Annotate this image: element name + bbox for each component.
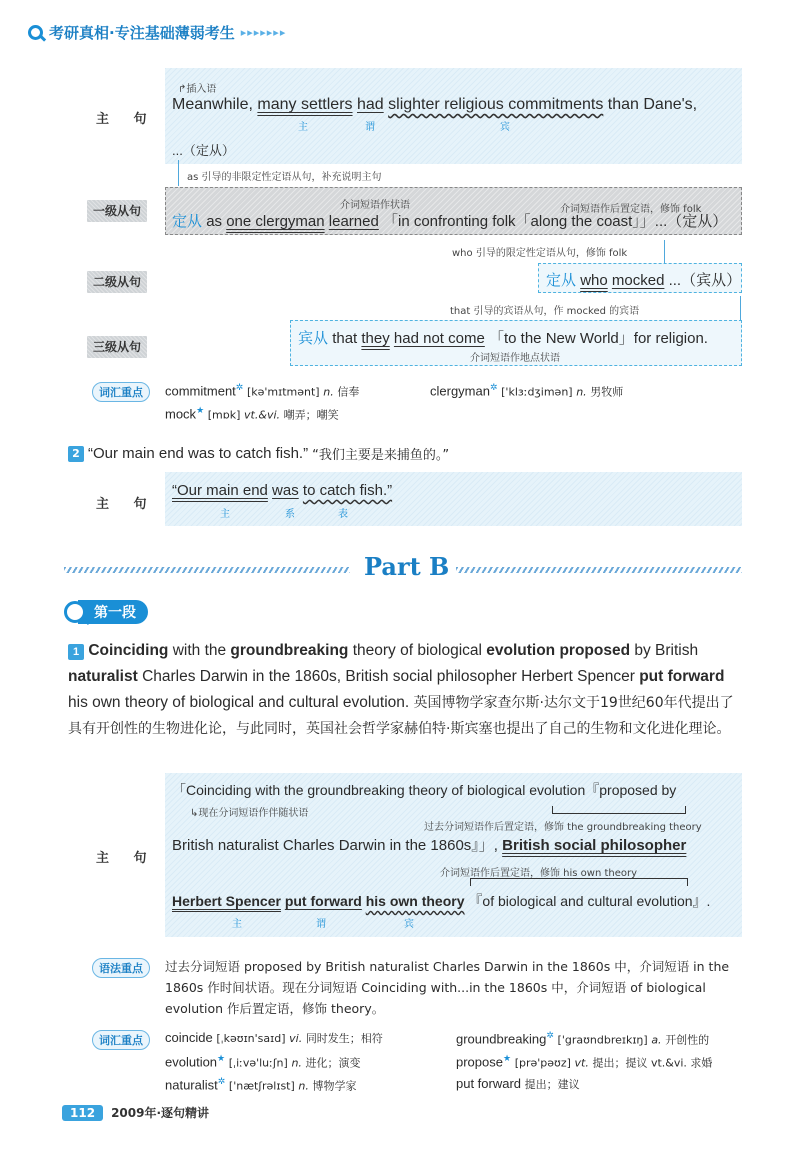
vocab-item-put-forward: put forward 提出；建议: [456, 1076, 580, 1091]
block3-line2-phrase: British naturalist Charles Darwin in the 1860s』」,: [172, 837, 498, 854]
level3-note: 介词短语作地点状语: [470, 353, 560, 364]
level2-label-box: 二级从句: [87, 271, 147, 290]
star-icon: ★: [217, 1053, 226, 1063]
curve-arrow-icon: ↳: [190, 808, 199, 819]
brand-title: 考研真相·专注基础薄弱考生: [49, 23, 235, 42]
main-sentence-panel: [165, 68, 742, 164]
vocab-item-mock: mock★ [mɒk] vt.&vi. 嘲弄；嘲笑: [165, 405, 339, 422]
s2-role-subject: 主: [220, 509, 230, 520]
s2-predicative: to catch fish.”: [302, 482, 393, 499]
level1-note-b: 介词短语作后置定语，修饰 folk: [560, 204, 702, 215]
divider-right: [456, 567, 742, 573]
main-sentence-line1: [172, 96, 697, 114]
level3-rest: 「to the New World」for religion.: [489, 330, 708, 347]
role-object: 宾: [500, 122, 510, 133]
who-note: who 引导的限定性定语从句，修饰 folk: [452, 248, 628, 259]
main-sentence-line2: ...（定从）: [172, 143, 235, 158]
star-icon: ✲: [546, 1030, 554, 1040]
role-predicate: 谓: [365, 122, 375, 133]
curve-arrow-icon: ↱: [178, 84, 187, 95]
level1-subject: one clergyman: [226, 213, 325, 230]
page-number: 112: [62, 1105, 103, 1121]
block3-bracket-2: [470, 878, 688, 886]
level2-predicate: mocked: [611, 272, 665, 289]
b3-subject: Herbert Spencer: [172, 893, 281, 909]
block3-note1: ↳现在分词短语作伴随状语: [190, 808, 309, 819]
insert-note: ↱插入语: [178, 84, 217, 95]
vocab-item-naturalist: naturalist✲ ['nætʃrəlɪst] n. 博物学家: [165, 1076, 357, 1093]
b3-role-predicate: 谓: [316, 919, 326, 930]
block3-label: 主 句: [96, 851, 157, 866]
level1-label-box: 一级从句: [87, 200, 147, 219]
sentence-2-text: “Our main end was to catch fish.”: [88, 445, 309, 462]
connector-line-2: [664, 240, 665, 264]
sentence-2-panel: [165, 472, 742, 526]
level3-subject: they: [361, 330, 390, 347]
block3-bracket-1: [552, 806, 686, 814]
grammar-tag: 语法重点: [92, 958, 150, 978]
b3-rest: 『of biological and cultural evolution』.: [468, 893, 711, 909]
vocab-item-groundbreaking: groundbreaking✲ ['graʊndbreɪkɪŋ] a. 开创性的: [456, 1030, 710, 1047]
block3-note2: 过去分词短语作后置定语，修饰 the groundbreaking theory: [424, 822, 702, 833]
word-as: as: [206, 213, 223, 230]
clause-tag: 定从: [546, 272, 577, 289]
object-phrase: slighter religious commitments: [388, 96, 604, 113]
predicate-word: had: [356, 96, 384, 113]
block3-note3: 介词短语作后置定语，修饰 his own theory: [440, 868, 638, 879]
level1-rest: 「in confronting folk「along the coast」」...（定从）: [382, 213, 728, 230]
part-b-title: Part B: [364, 552, 450, 581]
level2-sentence: [546, 269, 741, 290]
that-note: that 引导的宾语从句，作 mocked 的宾语: [450, 306, 640, 317]
paragraph-number-badge: 1: [68, 644, 84, 660]
s2-subject: “Our main end: [172, 482, 268, 499]
vocab-tag-2: 词汇重点: [92, 1030, 150, 1050]
word-meanwhile: Meanwhile,: [172, 96, 253, 113]
footer: [62, 1104, 209, 1121]
s2-role-pred: 表: [338, 509, 348, 520]
subject-phrase: many settlers: [257, 96, 353, 113]
arrows-decoration: ▸▸▸▸▸▸▸: [240, 25, 287, 39]
level2-rest: ...（宾从）: [668, 272, 742, 289]
s2-role-link: 系: [285, 509, 295, 520]
b3-role-object: 宾: [404, 919, 414, 930]
sentence-2-analysis: [172, 482, 392, 499]
section-label: 第一段: [64, 600, 148, 624]
vocab-item-propose: propose★ [prə'pəʊz] vt. 提出；提议 vt.&vi. 求婚: [456, 1053, 713, 1070]
b3-role-subject: 主: [232, 919, 242, 930]
role-subject: 主: [298, 122, 308, 133]
star-icon: ★: [196, 405, 205, 415]
word-that: that: [332, 330, 358, 347]
clause-tag: 定从: [172, 213, 203, 230]
block3-line3: [172, 891, 710, 911]
footer-title: 2009年·逐句精讲: [111, 1106, 210, 1120]
block3-line1: 「Coinciding with the groundbreaking theory of biological evolution『proposed by: [172, 782, 677, 798]
block3-line2: [172, 834, 686, 855]
sentence-2-heading: [68, 444, 449, 463]
level2-subject: who: [580, 272, 608, 289]
vocab-item-commitment: commitment✲ [kə'mɪtmənt] n. 信奉: [165, 382, 360, 399]
divider-left: [64, 567, 350, 573]
star-icon: ✲: [235, 382, 244, 392]
paragraph-1: 1 Coinciding with the groundbreaking theory of biological evolution proposed by British naturalist Charles Darwin in the 1860s, British social philosopher Herbert Spencer put forward his own theory of biological and cultural evolution. 英国博物学家查尔斯·达尔文于19世纪60年代提出了具有开创性的生物进化论，与此同时，英国社会哲学家赫伯特·斯宾塞也提出了自己的生物和文化进化理论。: [68, 642, 734, 737]
sentence-number-badge: 2: [68, 446, 84, 462]
as-note: as 引导的非限定性定语从句，补充说明主句: [187, 172, 382, 183]
level1-predicate: learned: [328, 213, 379, 230]
connector-line-3: [740, 296, 741, 320]
vocab-tag-1: 词汇重点: [92, 382, 150, 402]
sentence-2-translation: “我们主要是来捕鱼的。”: [312, 448, 450, 463]
magnifier-icon: [28, 25, 43, 40]
level1-sentence: [172, 210, 727, 231]
star-icon: ✲: [489, 382, 498, 392]
header: [28, 20, 286, 44]
connector-line-1: [178, 160, 179, 186]
vocab-item-clergyman: clergyman✲ ['klɜːdʒimən] n. 男牧师: [430, 382, 624, 399]
b3-object: his own theory: [365, 893, 465, 909]
comparison-phrase: than Dane's,: [607, 96, 698, 113]
vocab-item-evolution: evolution★ [ˌiːvə'luːʃn] n. 进化；演变: [165, 1053, 361, 1070]
main-sentence-label: 主 句: [96, 112, 157, 127]
paragraph-1-translation: 英国博物学家查尔斯·达尔文于19世纪60年代提出了具有开创性的生物进化论，与此同时，英国社会哲学家赫伯特·斯宾塞也提出了自己的生物和文化进化理论。: [68, 695, 734, 737]
magnifier-icon: [64, 601, 86, 623]
s2-link: was: [272, 482, 299, 499]
level1-note-a: 介词短语作状语: [340, 200, 410, 211]
clause-tag: 宾从: [298, 330, 329, 347]
star-icon: ✲: [217, 1076, 226, 1086]
level3-sentence: [298, 327, 708, 348]
star-icon: ★: [502, 1053, 512, 1063]
level3-label-box: 三级从句: [87, 336, 147, 355]
grammar-text: 过去分词短语 proposed by British naturalist Charles Darwin in the 1860s 中，介词短语 in the 1860s 作时间状语。现在分词短语 Coinciding with...in the 1860s 中，介词短语 of biological evolution 作后置定语，修饰 theory。: [165, 959, 730, 1016]
block3-line2-subject: British social philosopher: [502, 837, 687, 854]
level3-predicate: had not come: [393, 330, 485, 347]
sentence-2-label: 主 句: [96, 497, 157, 512]
vocab-item-coincide: coincide [ˌkəʊɪn'saɪd] vi. 同时发生；相符: [165, 1030, 383, 1045]
b3-predicate: put forward: [284, 893, 362, 909]
